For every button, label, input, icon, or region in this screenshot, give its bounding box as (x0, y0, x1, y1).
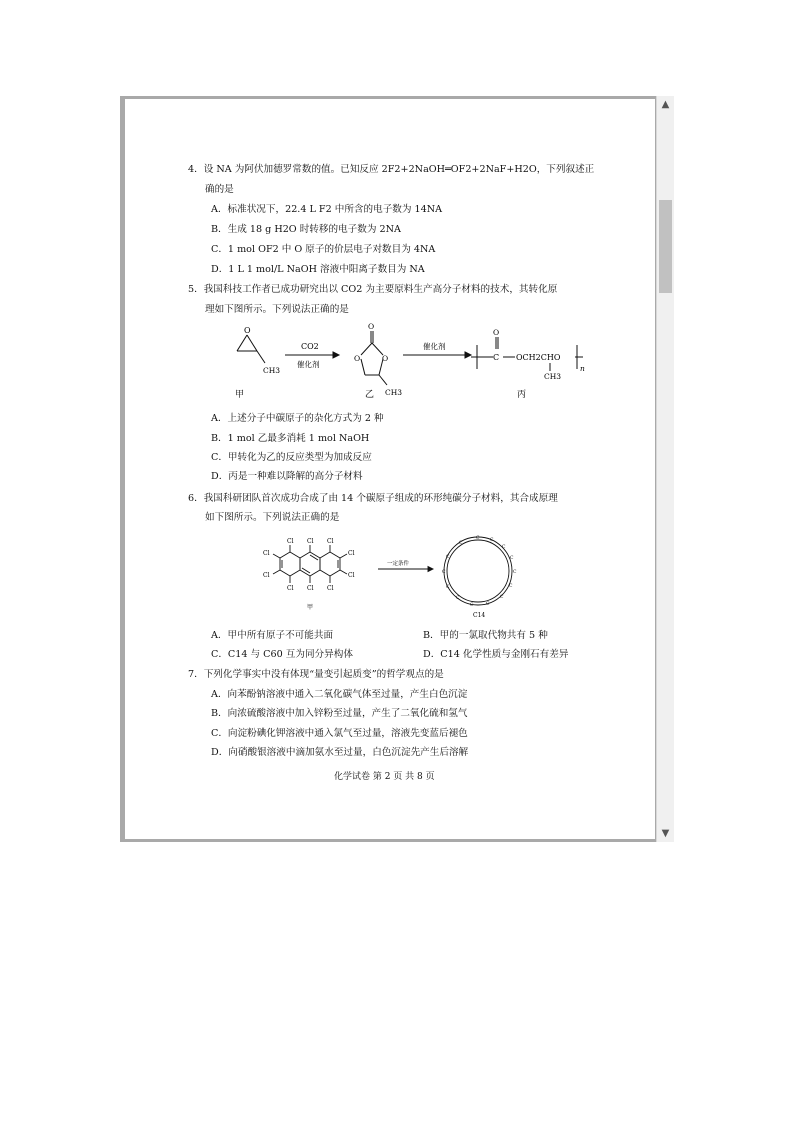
poly-och2cho: OCH2CHO (516, 353, 561, 362)
anthracene-structure (273, 545, 347, 583)
ring-c-label: C (502, 545, 506, 550)
cl-label: Cl (327, 585, 334, 592)
cl-label: Cl (287, 585, 294, 592)
arrow-2 (403, 352, 471, 358)
q6-option-b: B．甲的一氯取代物共有 5 种 (423, 630, 548, 641)
q5-option-d: D．丙是一种难以降解的高分子材料 (211, 471, 363, 482)
arrow1-co2: CO2 (301, 342, 319, 351)
ring-c-label: C (510, 556, 514, 561)
cl-label: Cl (287, 538, 294, 545)
q6-stem-line1: 6．我国科研团队首次成功合成了由 14 个碳原子组成的环形纯碳分子材料，其合成原理 (188, 493, 558, 504)
c14-ring-atoms (442, 535, 517, 608)
label-jia: 甲 (235, 390, 245, 400)
ring-c-label: C (446, 555, 450, 560)
ring-c-label: C (470, 603, 474, 608)
q4-option-c: C．1 mol OF2 中 O 原子的价层电子对数目为 4NA (211, 244, 436, 255)
q7-stem: 7．下列化学事实中没有体现“量变引起质变”的哲学观点的是 (188, 669, 444, 680)
q4-option-d: D．1 L 1 mol/L NaOH 溶液中阳离子数目为 NA (211, 264, 425, 275)
arrow2-catalyst: 催化剂 (423, 342, 446, 351)
ring-c-label: C (486, 602, 490, 607)
q6-option-a: A．甲中所有原子不可能共面 (211, 630, 334, 641)
cl-label: Cl (307, 585, 314, 592)
carbonate-ch3-label: CH3 (385, 388, 403, 397)
document-viewer (120, 96, 673, 842)
carbonate-o-left: O (354, 354, 361, 363)
vertical-scrollbar[interactable] (656, 96, 674, 842)
arrow-condition (378, 567, 433, 572)
ring-c-label: C (509, 584, 513, 589)
poly-ch3: CH3 (544, 372, 562, 381)
cl-label: Cl (327, 538, 334, 545)
label-jia: 甲 (307, 604, 314, 611)
epoxide-structure (237, 335, 265, 363)
cl-label: Cl (263, 550, 270, 557)
scroll-up-arrow-icon[interactable]: ▲ (661, 99, 670, 110)
arrow1-catalyst: 催化剂 (297, 360, 320, 369)
q5-option-b: B．1 mol 乙最多消耗 1 mol NaOH (211, 433, 370, 444)
q4-option-b: B．生成 18 g H2O 时转移的电子数为 2NA (211, 224, 401, 235)
q4-stem-line1: 4．设 NA 为阿伏加德罗常数的值。已知反应 2F2+2NaOH═OF2+2NaF+H2O，下列叙述正 (188, 164, 595, 175)
label-c14: C14 (473, 612, 486, 619)
q5-stem-line2: 理如下图所示。下列说法正确的是 (205, 304, 349, 315)
q5-stem-line1: 5．我国科技工作者已成功研究出以 CO2 为主要原料生产高分子材料的技术，其转化原 (188, 284, 558, 295)
ring-c-label: C (476, 536, 480, 541)
q7-option-d: D．向硝酸银溶液中滴加氨水至过量，白色沉淀先产生后溶解 (211, 747, 469, 758)
cl-label: Cl (263, 572, 270, 579)
ring-c-label: C (513, 570, 517, 575)
epoxide-o-label: O (244, 326, 251, 335)
scroll-down-arrow-icon[interactable]: ▼ (661, 828, 670, 839)
q5-reaction-diagram (205, 319, 585, 411)
cl-label: Cl (348, 572, 355, 579)
poly-o-top: O (493, 328, 500, 337)
ring-c-label: C (456, 596, 460, 601)
carbonate-o-right: O (382, 354, 389, 363)
q7-option-b: B．向浓硫酸溶液中加入锌粉至过量，产生了二氧化硫和氢气 (211, 708, 468, 719)
q7-option-c: C．向淀粉碘化钾溶液中通入氯气至过量，溶液先变蓝后褪色 (211, 728, 468, 739)
page-footer: 化学试卷 第 2 页 共 8 页 (334, 772, 435, 782)
q4-stem-line2: 确的是 (205, 184, 234, 195)
q6-stem-line2: 如下图所示。下列说法正确的是 (205, 512, 340, 523)
scroll-thumb[interactable] (659, 200, 672, 293)
q4-option-a: A．标准状况下，22.4 L F2 中所含的电子数为 14NA (211, 204, 443, 215)
arrow-1 (285, 352, 339, 358)
cl-label: Cl (348, 550, 355, 557)
label-yi: 乙 (365, 390, 375, 400)
q5-option-c: C．甲转化为乙的反应类型为加成反应 (211, 452, 372, 463)
q6-option-d: D．C14 化学性质与金刚石有差异 (423, 649, 569, 660)
q6-reaction-diagram (260, 531, 525, 626)
ring-c-label: C (500, 595, 504, 600)
q6-option-c: C．C14 与 C60 互为同分异构体 (211, 649, 353, 660)
q7-option-a: A．向苯酚钠溶液中通入二氧化碳气体至过量，产生白色沉淀 (211, 689, 468, 700)
ring-c-label: C (490, 538, 494, 543)
ring-c-label: C (459, 541, 463, 546)
ring-c-label: C (442, 570, 446, 575)
document-page (125, 99, 655, 839)
poly-c: C (493, 353, 500, 362)
cl-label: Cl (307, 538, 314, 545)
epoxide-ch3-label: CH3 (263, 366, 281, 375)
q5-option-a: A．上述分子中碳原子的杂化方式为 2 种 (211, 413, 384, 424)
poly-n: n (580, 364, 585, 373)
ring-c-label: C (446, 585, 450, 590)
arrow-condition-label: 一定条件 (387, 561, 410, 567)
label-bing: 丙 (517, 390, 527, 400)
carbonate-o-top: O (368, 322, 375, 331)
